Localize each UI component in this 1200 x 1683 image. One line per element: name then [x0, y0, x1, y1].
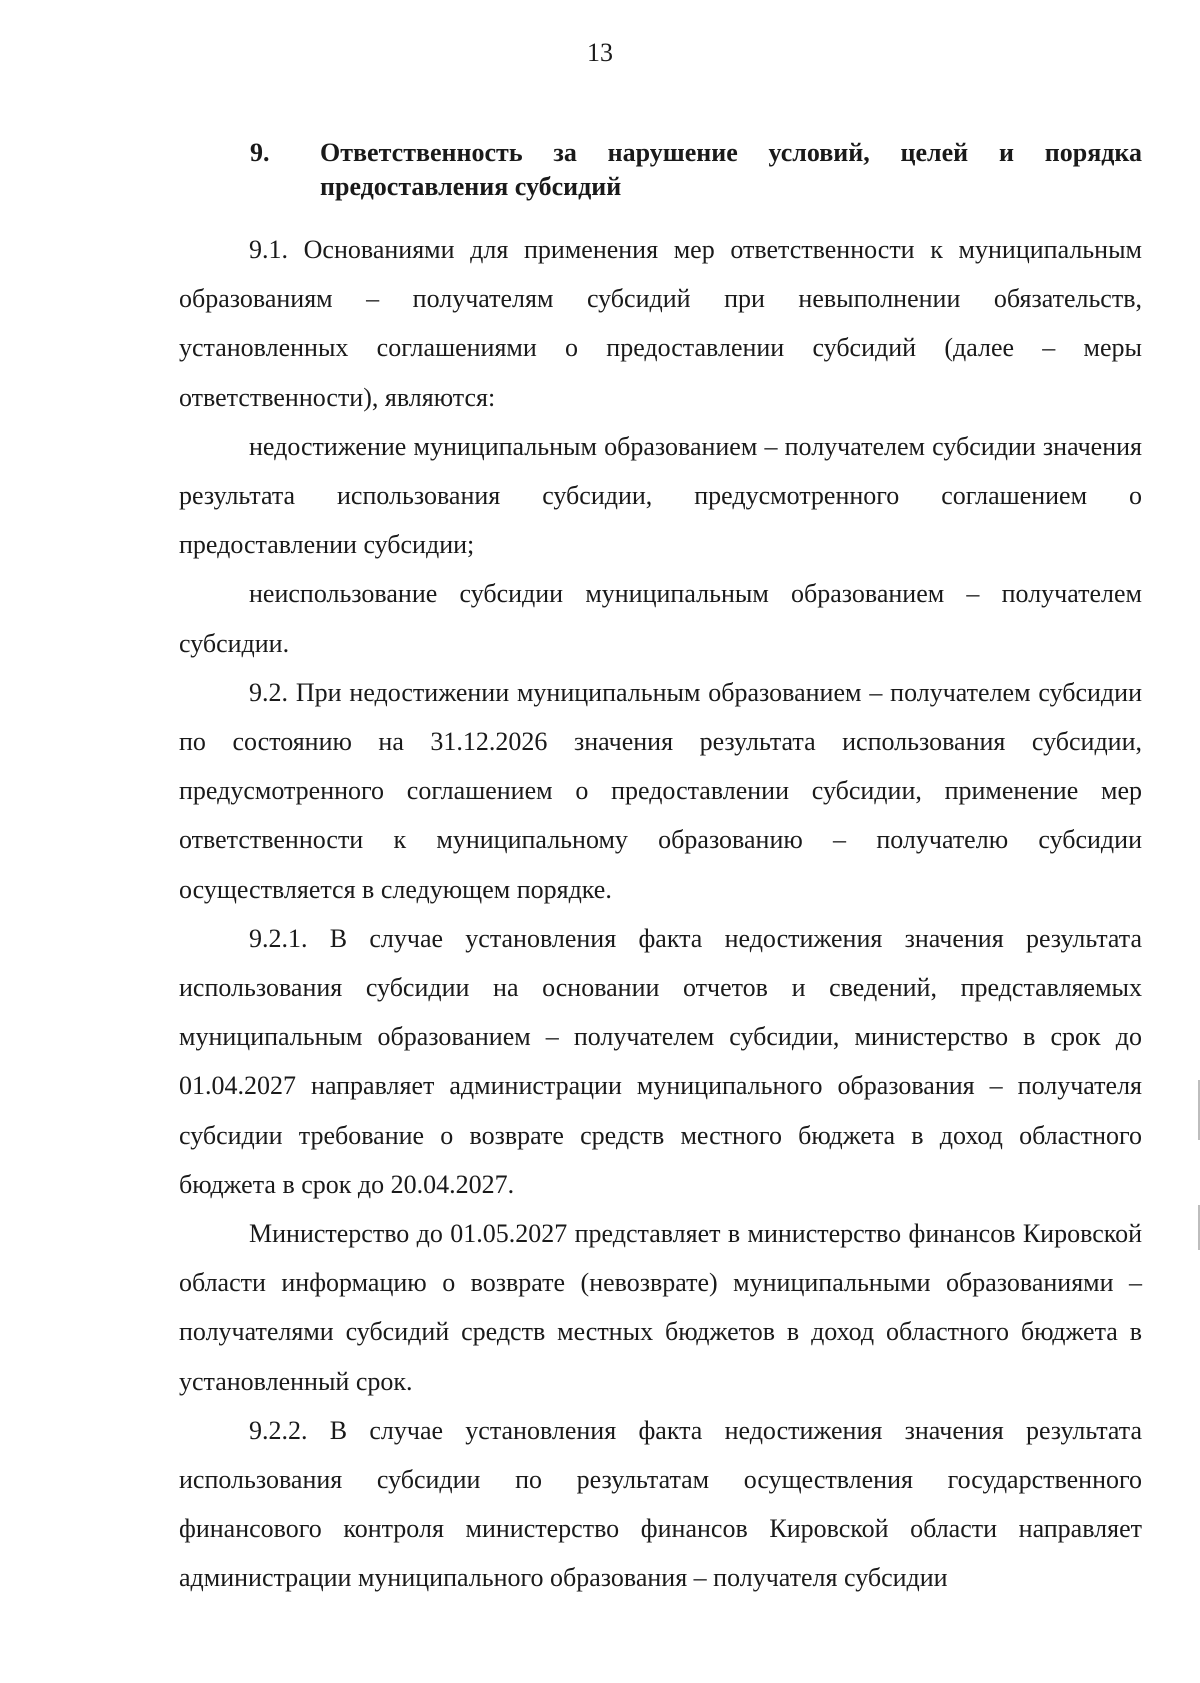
section-heading — [250, 136, 1142, 204]
paragraph-9-2: 9.2. При недостижении муниципальным образованием – получателем субсидии по состоянию на 31.12.2026 значения результата использования субсидии, предусмотренного соглашением о предоставлении субсидии, применение мер ответственности к муниципальному образованию – получателю субсидии осуществляется в следующем порядке. — [179, 677, 1142, 904]
paragraph-9-1: 9.1. Основаниями для применения мер ответственности к муниципальным образованиям – получателям субсидий при невыполнении обязательств, установленных соглашениями о предоставлении субсидий (далее – меры ответственности), являются: — [179, 235, 1142, 412]
section-number: 9. — [250, 138, 270, 167]
document-body — [179, 225, 1142, 1603]
paragraph-ministry-report: Министерство до 01.05.2027 представляет в министерство финансов Кировской области информацию о возврате (невозврате) муниципальными образованиями – получателями субсидий средств местных бюджетов в доход областного бюджета в установленный срок. — [179, 1219, 1142, 1396]
page-number: 13 — [587, 38, 613, 67]
paragraph-9-2-2: 9.2.2. В случае установления факта недостижения значения результата использования субсидии по результатам осуществления государственного финансового контроля министерство финансов Кировской области направляет администрации муниципального образования – получателя субсидии — [179, 1415, 1142, 1593]
paragraph-non-use: неиспользование субсидии муниципальным образованием – получателем субсидии. — [179, 579, 1142, 658]
paragraph-9-2-1: 9.2.1. В случае установления факта недостижения значения результата использования субсидии на основании отчетов и сведений, представляемых муниципальным образованием – получателем субсидии, министерство в срок до 01.04.2027 направляет администрации муниципального образования – получателя субсидии требование о возврате средств местного бюджета в доход областного бюджета в срок до 20.04.2027. — [179, 923, 1142, 1199]
section-title: Ответственность за нарушение условий, целей и порядка предоставления субсидий — [320, 138, 1142, 201]
paragraph-failure-to-achieve: недостижение муниципальным образованием – получателем субсидии значения результата использования субсидии, предусмотренного соглашением о предоставлении субсидии; — [179, 431, 1142, 560]
